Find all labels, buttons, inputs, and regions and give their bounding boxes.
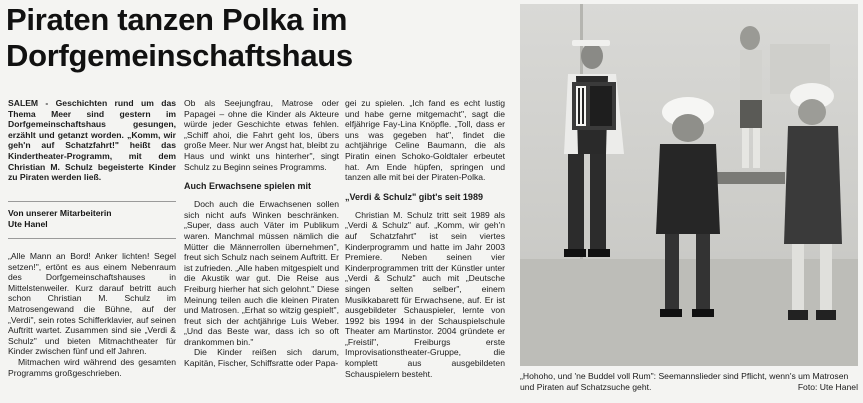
- body-paragraph: Ob als Seejungfrau, Matrose oder Papagei – ohne die Kinder als Akteure würde jeder Geschichte etwas fehlen. „Schiff ahoi, die Fahrt geht los, übers große Meer. Nur wer Angst hat, bleibt zu Haus und winkt uns hinterher", singt Schulz zu Beginn seines Programms.: [184, 98, 339, 172]
- headline: [6, 2, 511, 74]
- divider: [8, 238, 176, 239]
- caption-text: „Hohoho, und 'ne Buddel voll Rum": Seemannslieder sind Pflicht, wenn's um Matrosen und Piraten auf Schatzsuche geht.: [520, 371, 849, 392]
- body-paragraph: Die Kinder reißen sich darum, Kapitän, Fischer, Schiffsratte oder Papa-: [184, 347, 339, 369]
- byline-author: Ute Hanel: [8, 218, 48, 229]
- body-paragraph: gei zu spielen. „Ich fand es echt lustig und habe gerne mitgemacht", sagt die elfjährige Fay-Lina Knöpfle. „Toll, dass er uns was gegeben hat", findet die achtjährige Celine Baumann, die als Piratin einen Schoko-Goldtaler erbeutet hat. Am Ende hüpfen, springen und tanzen alle mit bei der Piraten-Polka.: [345, 98, 505, 183]
- lead-paragraph: SALEM - Geschichten rund um das Thema Meer sind gestern im Dorfgemeinschaftshaus gesungen, erzählt und getanzt worden. „Komm, wir geh'n auf Schatzfahrt!" heißt das Kindertheater-Programm, mit dem Christian M. Schulz begeisterte Kinder zu Piraten werden ließ.: [8, 98, 176, 183]
- divider: [8, 201, 176, 202]
- photo-credit: Foto: Ute Hanel: [797, 382, 858, 392]
- headline-line-2: Dorfgemeinschaftshaus: [6, 38, 353, 73]
- photo-illustration: [520, 4, 858, 366]
- headline-line-1: Piraten tanzen Polka im: [6, 2, 348, 37]
- body-paragraph: „Alle Mann an Bord! Anker lichten! Segel setzen!", ertönt es aus einem Nebenraum des Dorfgemeinschaftshauses in Mittelstenweiler. Kurz darauf betritt auch schon Christian M. Schulz im Matrosengewand die Bühne, auf der „Verdi", sein rotes Schifferklavier, auf seinen Auftritt wartet. Zusammen sind sie „Verdi & Schulz" und bieten Mitmachtheater für Kinder zwischen fünf und elf Jahren.: [8, 251, 176, 357]
- column-1: [8, 98, 176, 183]
- byline-role: Von unserer Mitarbeiterin: [8, 208, 112, 218]
- body-paragraph: Doch auch die Erwachsenen sollen sich nicht aufs Winken beschränken. „Super, dass auch Väter im Publikum waren. Manchmal müssen nämlich die Mütter die Männerrollen übernehmen", freut sich Schulz nach seinem Auftritt. Er ist zufrieden. „Alle haben mitgespielt und die Akustik war gut. Die Reise aus Freiburg hierher hat sich gelohnt." Diese Meinung teilen auch die kleinen Piraten und Matrosen. „Erhat so witzig gespielt", freut sich der achtjährige Luis Weber. „Und das Beste war, dass ich so oft drankommen bin.": [184, 199, 339, 347]
- article-photo: [520, 4, 858, 366]
- column-2: [184, 98, 339, 369]
- column-1-body: [8, 251, 176, 378]
- subheading: „Verdi & Schulz" gibt's seit 1989: [345, 191, 483, 202]
- body-paragraph: Mitmachen wird während des gesamten Programms großgeschrieben.: [8, 356, 176, 378]
- photo-caption: [520, 371, 858, 393]
- body-paragraph: Christian M. Schulz tritt seit 1989 als „Verdi & Schulz" auf. „Komm, wir geh'n auf Schatzfahrt" ist sein viertes Kinderprogramm und hatte im Jahr 2003 Premiere. Neben seinen vier Kinderprogrammen tritt der Künstler unter „Verdi & Schulz" auch mit „Deutsche singen selten selber", einem Musikkabarett für Erwachsene, auf. Er ist ausgebildeter Schauspieler, lernte von 1992 bis 1994 in der Schauspielschule Theater am Martinstor. 2004 gründete er „Freistil", Freiburgs erste Improvisationstheater-Gruppe, die komplett aus ausgebildeten Schauspielern besteht.: [345, 209, 505, 379]
- subheading: Auch Erwachsene spielen mit: [184, 181, 312, 192]
- column-3: [345, 98, 505, 379]
- byline: [8, 208, 176, 229]
